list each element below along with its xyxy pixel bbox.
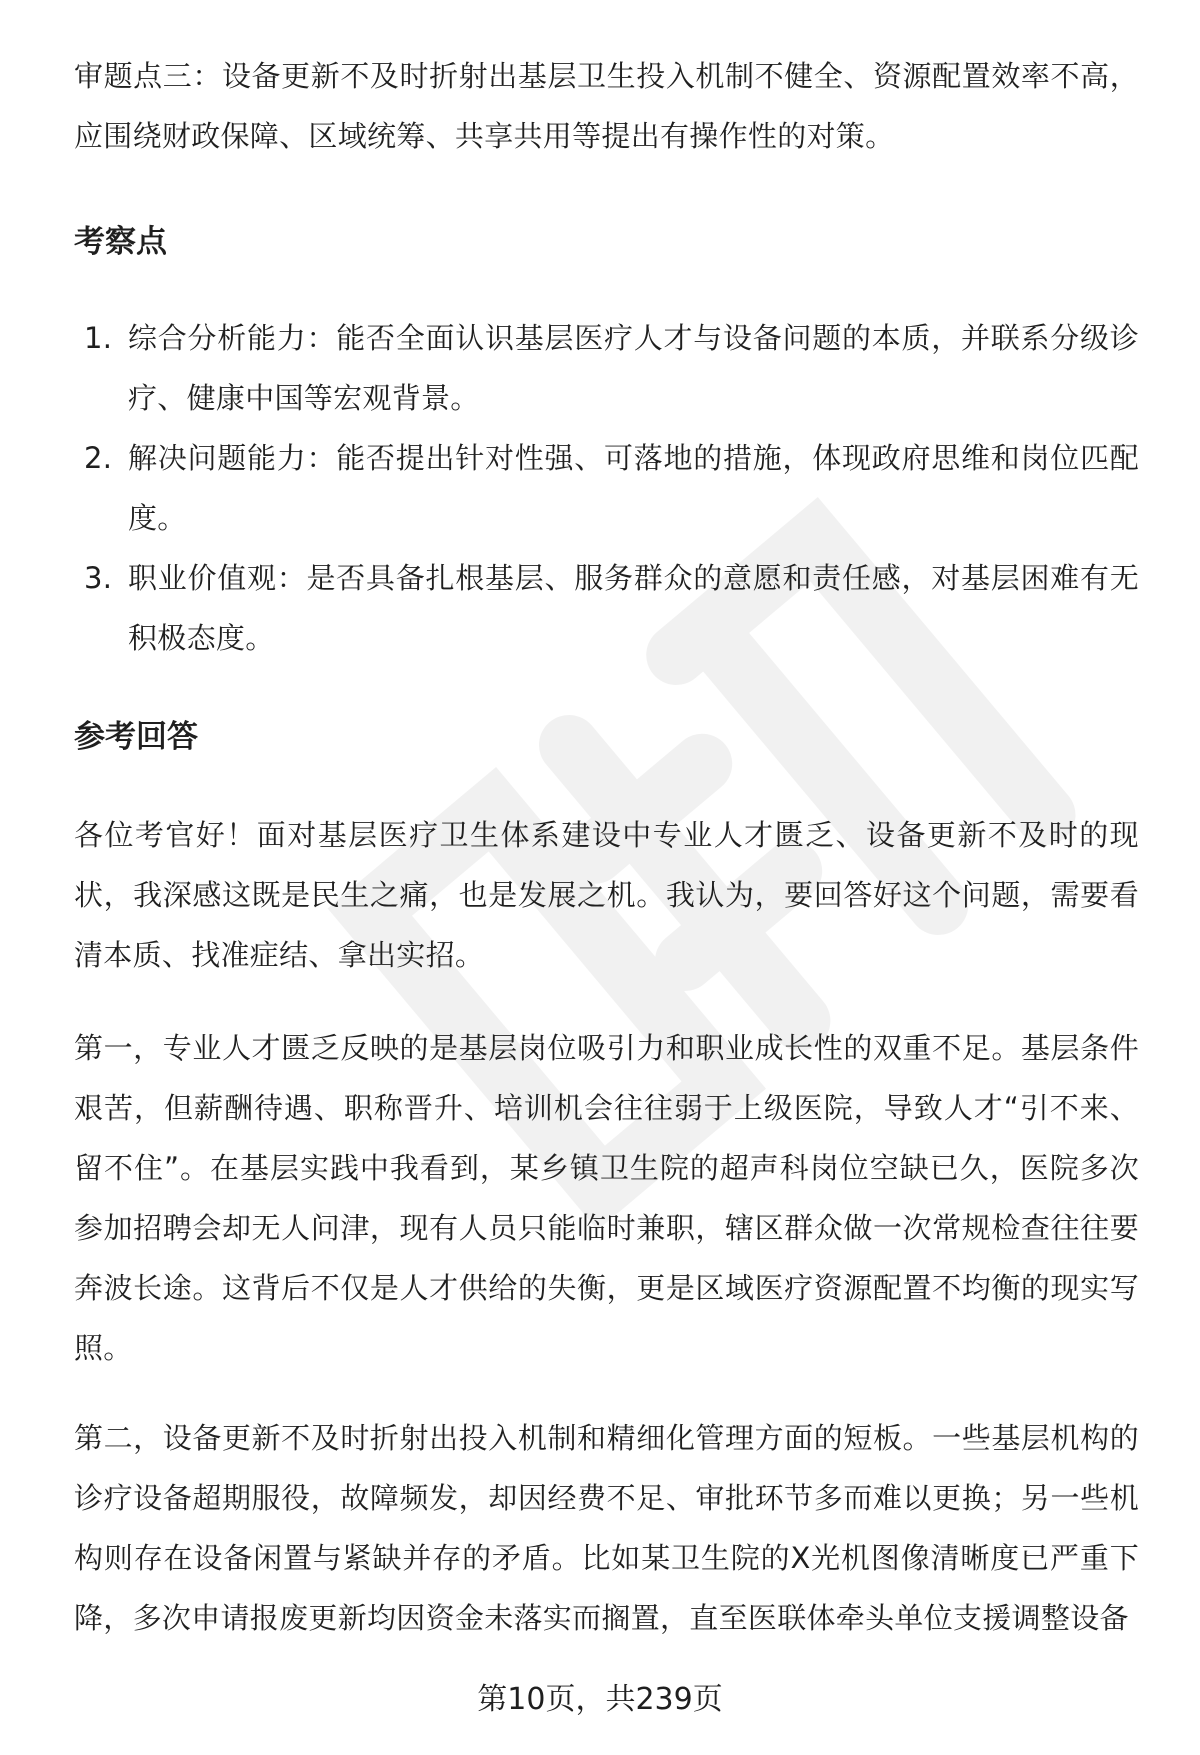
assessment-list <box>74 308 1139 668</box>
answer-paragraph: 第一，专业人才匮乏反映的是基层岗位吸引力和职业成长性的双重不足。基层条件艰苦，但薪酬待遇、职称晋升、培训机会往往弱于上级医院，导致人才“引不来、留不住”。在基层实践中我看到，某乡镇卫生院的超声科岗位空缺已久，医院多次参加招聘会却无人问津，现有人员只能临时兼职，辖区群众做一次常规检查往往要奔波长途。这背后不仅是人才供给的失衡，更是区域医疗资源配置不均衡的现实写照。 <box>74 1031 1139 1365</box>
list-item <box>74 428 1139 548</box>
answer-paragraph: 第二，设备更新不及时折射出投入机制和精细化管理方面的短板。一些基层机构的诊疗设备超期服役，故障频发，却因经费不足、审批环节多而难以更换；另一些机构则存在设备闲置与紧缺并存的矛盾。比如某卫生院的X光机图像清晰度已严重下降，多次申请报废更新均因资金未落实而搁置，直至医联体牵头单位支援调整设备 <box>74 1421 1139 1635</box>
list-item-number: 3. <box>84 561 113 595</box>
list-item-text: 职业价值观：是否具备扎根基层、服务群众的意愿和责任感，对基层困难有无积极态度。 <box>128 561 1139 655</box>
list-item <box>74 548 1139 668</box>
answer-heading: 参考回答 <box>74 719 198 755</box>
list-item-number: 1. <box>84 321 113 355</box>
list-item-text: 解决问题能力：能否提出针对性强、可落地的措施，体现政府思维和岗位匹配度。 <box>128 441 1139 535</box>
answer-paragraph: 各位考官好！面对基层医疗卫生体系建设中专业人才匮乏、设备更新不及时的现状，我深感这既是民生之痛，也是发展之机。我认为，要回答好这个问题，需要看清本质、找准症结、拿出实招。 <box>74 818 1139 972</box>
intro-paragraph: 审题点三：设备更新不及时折射出基层卫生投入机制不健全、资源配置效率不高，应围绕财政保障、区域统筹、共享共用等提出有操作性的对策。 <box>74 59 1139 153</box>
assessment-heading: 考察点 <box>74 224 167 260</box>
page-footer: 第10页，共239页 <box>477 1682 723 1717</box>
list-item <box>74 308 1139 428</box>
list-item-number: 2. <box>84 441 113 475</box>
list-item-text: 综合分析能力：能否全面认识基层医疗人才与设备问题的本质，并联系分级诊疗、健康中国等宏观背景。 <box>128 321 1139 415</box>
